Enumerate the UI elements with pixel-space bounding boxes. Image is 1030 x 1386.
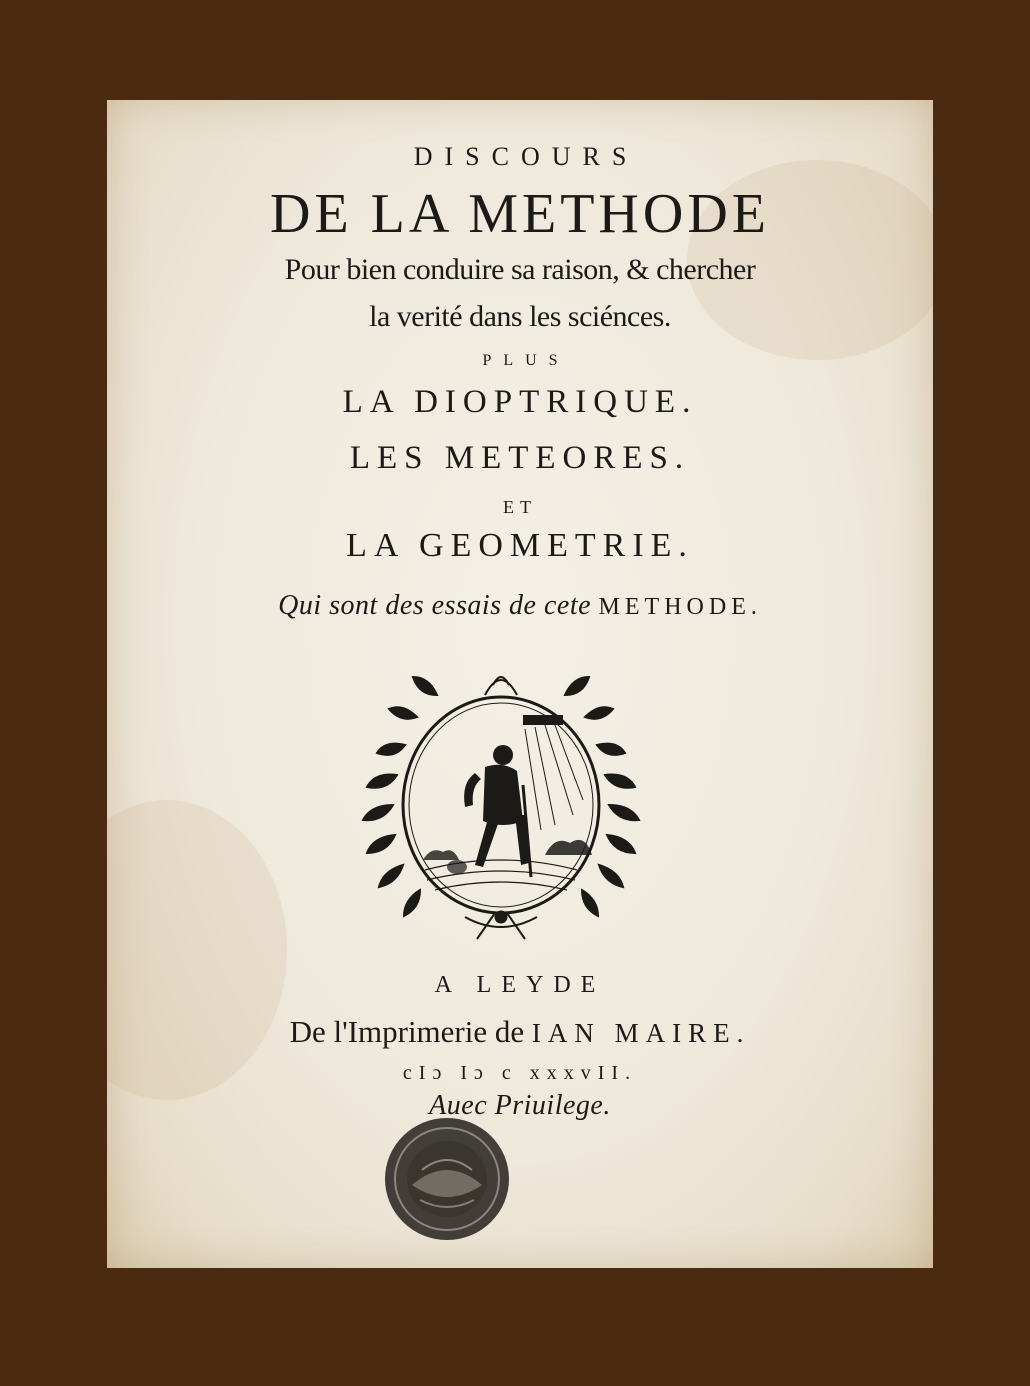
geometrie-title: LA GEOMETRIE. xyxy=(346,527,694,564)
library-seal-stamp-icon xyxy=(382,1115,512,1243)
title-discours: DISCOURS xyxy=(413,142,639,171)
subtitle-line-1: Pour bien conduire sa raison, & chercher xyxy=(284,253,756,286)
plus-label: PLUS xyxy=(482,352,570,369)
woodcut-vignette-farmer-icon xyxy=(345,655,657,955)
essais-methode-caps: METHODE. xyxy=(598,594,762,620)
privilege-line: Auec Priuilege. xyxy=(429,1090,611,1121)
subtitle-line-2: la verité dans les sciénces. xyxy=(369,300,671,333)
title-de-la-methode: DE LA METHODE xyxy=(270,183,770,245)
essais-italic-text: Qui sont des essais de cete xyxy=(278,590,592,621)
title-page xyxy=(107,100,933,1268)
meteores-title: LES METEORES. xyxy=(349,440,691,476)
imprint-date: cIɔ Iɔ c xxxvII. xyxy=(402,1062,638,1084)
imprint-place: A LEYDE xyxy=(434,972,606,998)
imprint-printer-name: IAN MAIRE. xyxy=(531,1018,751,1048)
et-label: ET xyxy=(503,497,537,517)
imprint-printer-pre: De l'Imprimerie de xyxy=(289,1014,525,1049)
dioptrique-title: LA DIOPTRIQUE. xyxy=(342,384,698,420)
imprint-printer xyxy=(107,1014,933,1050)
paper-stain xyxy=(107,800,287,1100)
essais-line xyxy=(107,590,933,622)
